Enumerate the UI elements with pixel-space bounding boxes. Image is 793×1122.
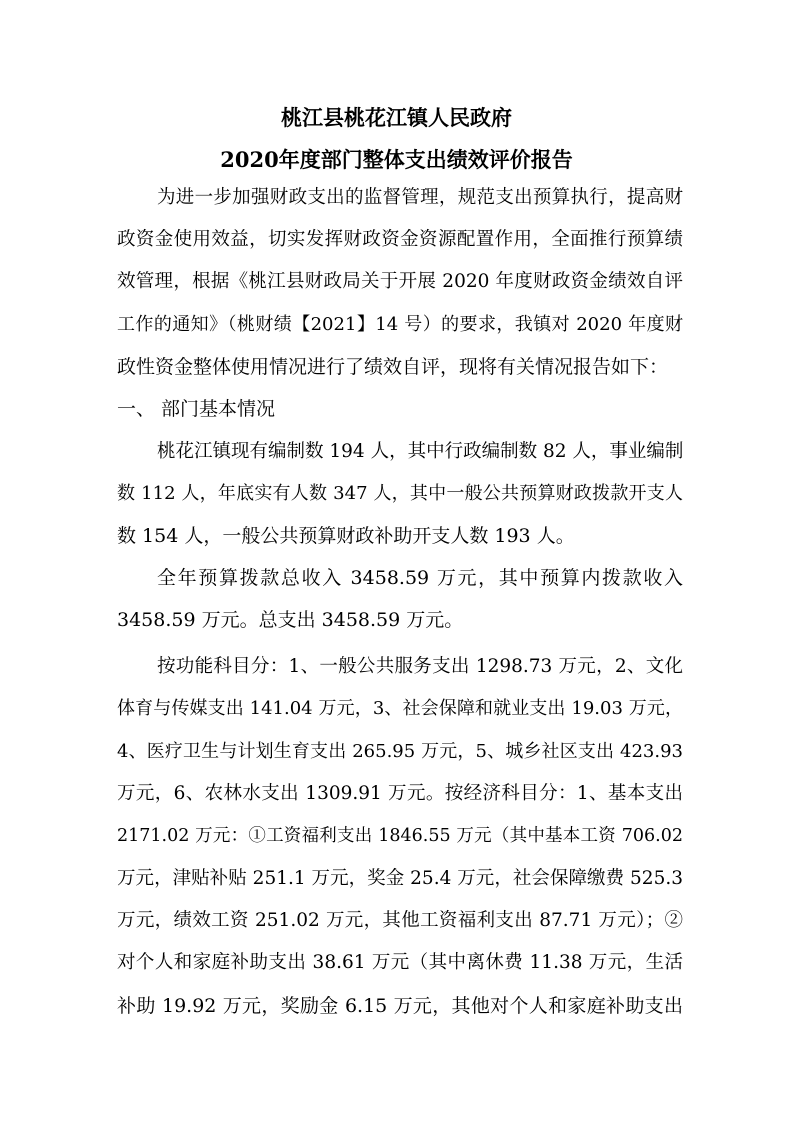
intro-line: 政性资金整体使用情况进行了绩效自评，现将有关情况报告如下： — [117, 356, 669, 378]
intro-line: 工作的通知》（桃财绩【2021】14 号）的要求，我镇对 2020 年度财 — [117, 314, 683, 335]
staff-line: 数 154 人，一般公共预算财政补助开支人数 193 人。 — [117, 525, 575, 547]
section-heading — [117, 394, 275, 424]
intro-line: 政资金使用效益，切实发挥财政资金资源配置作用，全面推行预算绩 — [117, 229, 683, 250]
document-title: 桃江县桃花江镇人民政府 — [281, 105, 512, 130]
expenditure-line: 万元，6、农林水支出 1309.91 万元。按经济科目分：1、基本支出 — [117, 783, 683, 804]
staff-line: 数 112 人，年底实有人数 347 人，其中一般公共预算财政拨款开支人 — [117, 483, 683, 504]
staff-line: 桃花江镇现有编制数 194 人，其中行政编制数 82 人，事业编制 — [157, 441, 684, 462]
expenditure-line: 补助 19.92 万元，奖励金 6.15 万元，其他对个人和家庭补助支出 — [117, 995, 683, 1017]
intro-line: 为进一步加强财政支出的监督管理，规范支出预算执行，提高财 — [157, 187, 683, 208]
budget-line: 全年预算拨款总收入 3458.59 万元，其中预算内拨款收入 — [157, 567, 683, 589]
expenditure-line: 万元，绩效工资 251.02 万元，其他工资福利支出 87.71 万元）；② — [117, 910, 683, 931]
expenditure-line: 对个人和家庭补助支出 38.61 万元（其中离休费 11.38 万元，生活 — [117, 952, 683, 973]
intro-line: 效管理，根据《桃江县财政局关于开展 2020 年度财政资金绩效自评 — [117, 271, 683, 292]
budget-line: 3458.59 万元。总支出 3458.59 万元。 — [117, 609, 464, 631]
section-title: 部门基本情况 — [161, 398, 276, 420]
expenditure-line: 2171.02 万元：①工资福利支出 1846.55 万元（其中基本工资 706.02 — [117, 826, 683, 846]
document-subtitle: 2020年度部门整体支出绩效评价报告 — [220, 147, 573, 172]
section-number: 一、 — [117, 398, 156, 420]
expenditure-line: 4、医疗卫生与计划生育支出 265.95 万元，5、城乡社区支出 423.93 — [117, 741, 683, 762]
expenditure-line: 体育与传媒支出 141.04 万元，3、社会保障和就业支出 19.03 万元， — [117, 698, 683, 719]
expenditure-line: 万元，津贴补贴 251.1 万元，奖金 25.4 万元，社会保障缴费 525.3 — [117, 868, 683, 889]
expenditure-line: 按功能科目分：1、一般公共服务支出 1298.73 万元，2、文化 — [157, 656, 683, 677]
